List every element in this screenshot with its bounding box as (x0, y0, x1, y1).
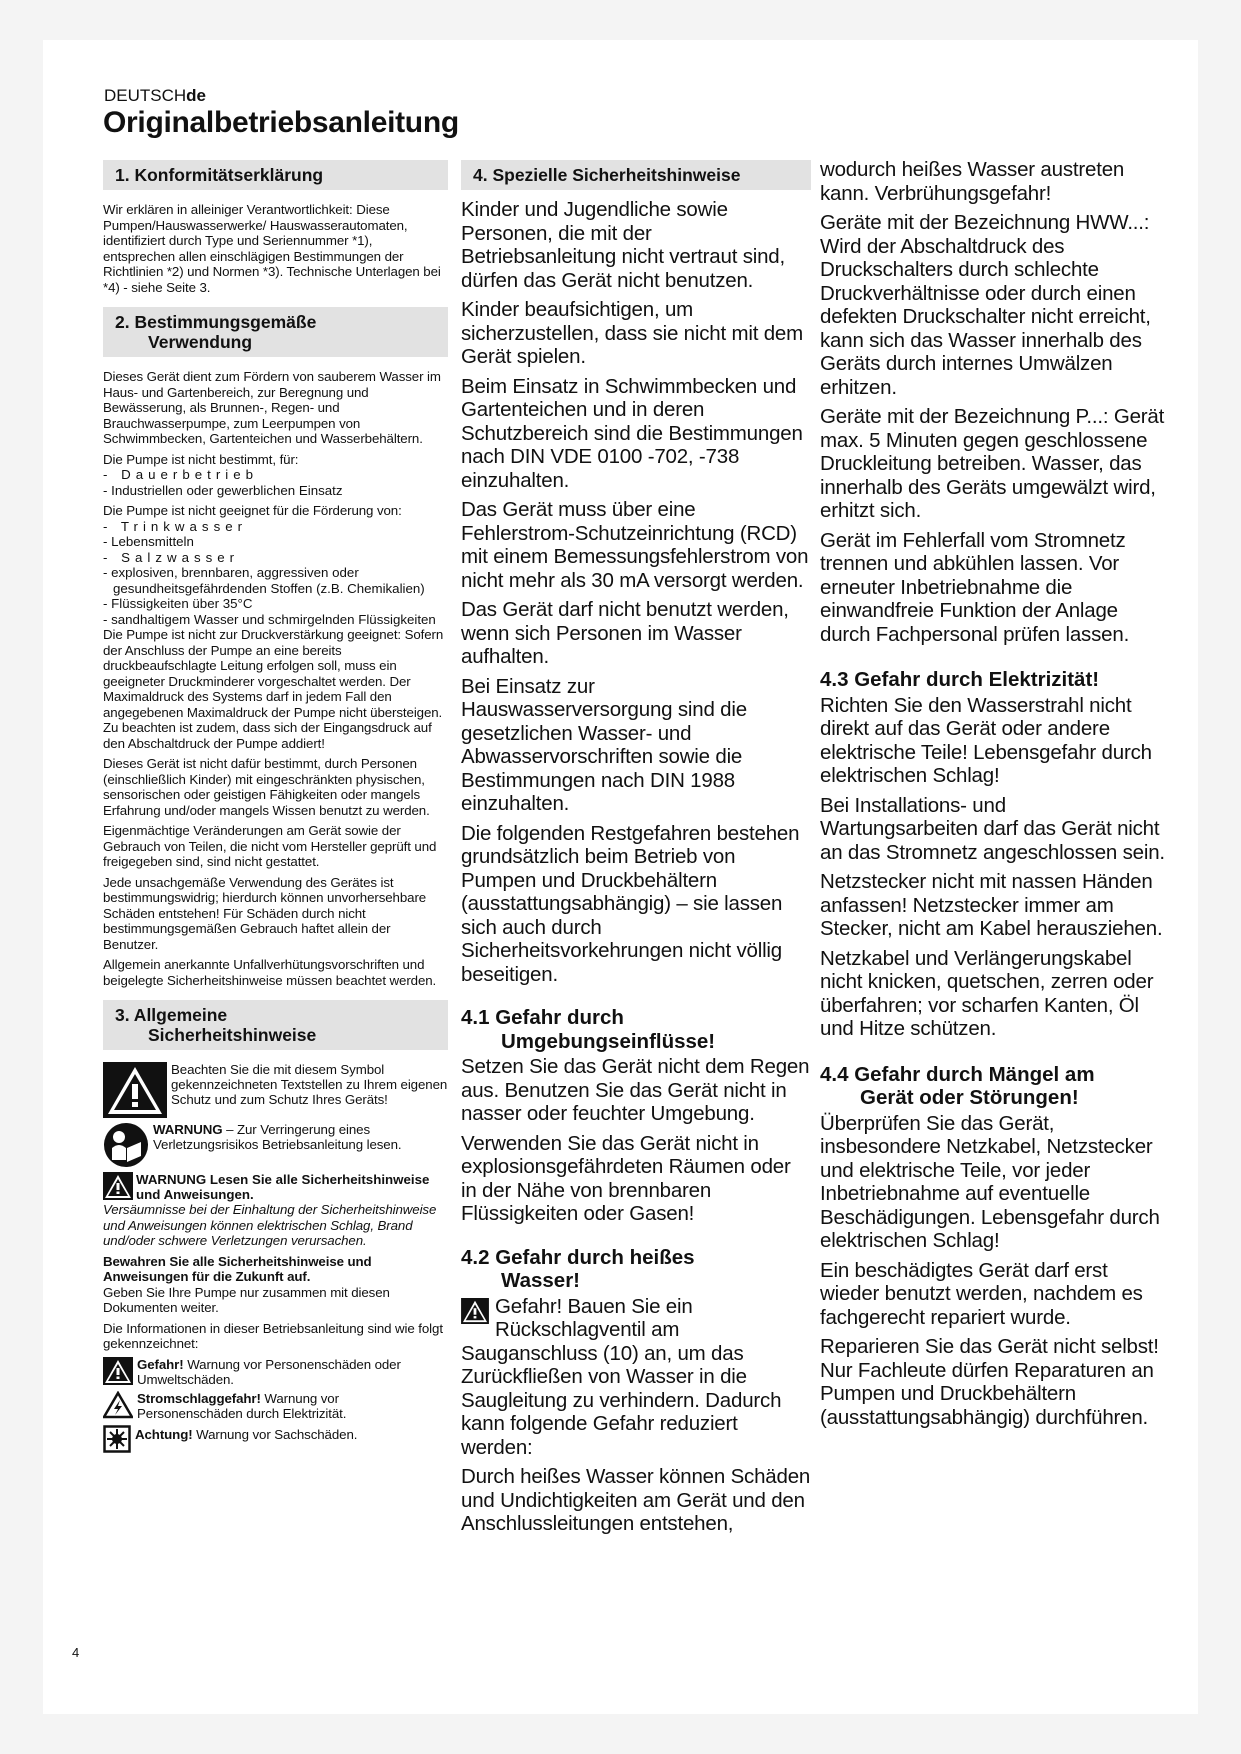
attention-icon (103, 1425, 131, 1453)
info-marking-text: Die Informationen in dieser Betriebsanleitung sind wie folgt gekennzeichnet: (103, 1320, 443, 1351)
umgebung-p2: Verwenden Sie das Gerät nicht in explosionsgefährdeten Räumen oder in der Nähe von brennbaren Flüssigkeiten oder Gasen! (461, 1131, 791, 1225)
page-number: 4 (72, 1645, 80, 1660)
list-item: - Dauerbetrieb (103, 467, 258, 482)
verwendung-p4: Die Pumpe ist nicht zur Druckverstärkung geeignet: Sofern der Anschluss der Pumpe an eine bereits druckbeaufschlagte Leitung erfolgen soll, muss ein geeigneter Druckminderer vorgeschaltet werden. Der Maximaldruck des Systems darf in jedem Fall den angegebenen Maximaldruck der Pumpe nicht übersteigen. Zu beachten ist zudem, dass sich der Eingangsdruck auf den Abschaltdruck der Pumpe addiert! (103, 627, 444, 751)
right-p2: Geräte mit der Bezeichnung HWW...: Wird der Abschaltdruck des Druckschalters durch schlechte Druckverhältnisse oder durch einen defekten Druckschalter nicht erreicht, kann sich das Wasser innerhalb des Geräts durch internes Umwälzen erhitzen. (820, 211, 1151, 399)
column-middle (461, 160, 811, 1542)
danger-icon (461, 1298, 489, 1324)
list-item: - Trinkwasser (103, 518, 248, 534)
legend-gefahr (103, 1357, 448, 1387)
section-heading-verwendung: 2. Bestimmungsgemäße Verwendung (103, 307, 448, 357)
warning-note-text: Beachten Sie die mit diesem Symbol gekennzeichneten Textstellen zu Ihrem eigenen Schutz und zum Schutz Ihres Geräts! (171, 1062, 448, 1107)
warning-triangle-large-icon (103, 1062, 167, 1118)
verwendung-p5: Dieses Gerät ist nicht dafür bestimmt, durch Personen (einschließlich Kinder) mit eingeschränkten physischen, sensorischen oder geistigen Fähigkeiten oder mangels Erfahrung und/oder mangels Wissen benutzt zu werden. (103, 756, 430, 818)
list-item: - Industriellen oder gewerblichen Einsatz (103, 482, 343, 498)
spezielle-p4: Das Gerät muss über eine Fehlerstrom-Schutzeinrichtung (RCD) mit einem Bemessungsfehlerstrom von nicht mehr als 30 mA versorgt werden. (461, 498, 809, 592)
list-item: - Salzwasser (103, 549, 240, 565)
maengel-p1: Überprüfen Sie das Gerät, insbesondere Netzkabel, Netzstecker und elektrische Teile, vor jeder Inbetriebnahme auf eventuelle Beschädigungen. Lebensgefahr durch elektrischen Schlag! (820, 1111, 1160, 1252)
heading-4-4: 4.4 Gefahr durch Mängel am Gerät oder Störungen! (820, 1062, 1095, 1109)
spezielle-p2: Kinder beaufsichtigen, um sicherzustellen, dass sie nicht mit dem Gerät spielen. (461, 298, 803, 368)
umgebung-p1: Setzen Sie das Gerät nicht dem Regen aus. Benutzen Sie das Gerät nicht in nasser oder feuchter Umgebung. (461, 1055, 810, 1125)
verwendung-p6: Eigenmächtige Veränderungen am Gerät sowie der Gebrauch von Teilen, die nicht vom Hersteller geprüft und freigegeben sind, sind nicht gestattet. (103, 823, 437, 869)
elektrizitaet-p4: Netzkabel und Verlängerungskabel nicht knicken, quetschen, zerren oder überfahren; vor scharfen Kanten, Öl und Hitze schützen. (820, 946, 1154, 1040)
legend-achtung-text: Achtung! Warnung vor Sachschäden. (135, 1426, 358, 1442)
verwendung-p3: Die Pumpe ist nicht geeignet für die Förderung von: (103, 503, 402, 518)
keep-instructions-text: Geben Sie Ihre Pumpe nur zusammen mit diesen Dokumenten weiter. (103, 1284, 390, 1315)
electric-shock-icon (103, 1391, 133, 1419)
verwendung-p8: Allgemein anerkannte Unfallverhütungsvorschriften und beigelegte Sicherheitshinweise müssen beachtet werden. (103, 957, 437, 988)
right-p4: Gerät im Fehlerfall vom Stromnetz trennen und abkühlen lassen. Vor erneuter Inbetriebnahme die einwandfreie Funktion der Anlage durch Fachpersonal prüfen lassen. (820, 528, 1130, 646)
warning-symbol-note (103, 1062, 448, 1118)
heading-4-2: 4.2 Gefahr durch heißes Wasser! (461, 1245, 695, 1292)
maengel-p2: Ein beschädigtes Gerät darf erst wieder benutzt werden, nachdem es fachgerecht repariert wurde. (820, 1258, 1143, 1329)
elektrizitaet-p1: Richten Sie den Wasserstrahl nicht direkt auf das Gerät oder andere elektrische Teile! Lebensgefahr durch elektrischen Schlag! (820, 693, 1152, 787)
warning-read-all-heading: WARNUNG Lesen Sie alle Sicherheitshinweise und Anweisungen. (136, 1172, 430, 1202)
right-p1: wodurch heißes Wasser austreten kann. Verbrühungsgefahr! (820, 158, 1125, 205)
verwendung-p7: Jede unsachgemäße Verwendung des Gerätes ist bestimmungswidrig; hierdurch können unvorhersehbare Schäden entstehen! Für Schäden durch nicht bestimmungsgemäßen Gebrauch haftet allein der Benutzer. (103, 874, 427, 952)
language-label: DEUTSCHde (104, 86, 207, 105)
verwendung-p2: Die Pumpe ist nicht bestimmt, für: (103, 451, 299, 467)
column-left (103, 160, 448, 1457)
section-heading-allgemeine: 3. Allgemeine Sicherheitshinweise (103, 1000, 448, 1050)
spezielle-p5: Das Gerät darf nicht benutzt werden, wenn sich Personen im Wasser aufhalten. (461, 598, 789, 668)
warning-read-all-text: Versäumnisse bei der Einhaltung der Sicherheitshinweise und Anweisungen können elektrischen Schlag, Brand und/oder schwere Verletzungen verursachen. (103, 1202, 437, 1248)
warning-read-all-note (103, 1172, 448, 1202)
list-item: - explosiven, brennbaren, aggressiven oder gesundheitsgefährdenden Stoffen (z.B. Chemikalien) (103, 565, 425, 596)
danger-icon (103, 1357, 133, 1385)
legend-achtung (103, 1425, 448, 1453)
spezielle-p1: Kinder und Jugendliche sowie Personen, die mit der Betriebsanleitung nicht vertraut sind, dürfen das Gerät nicht benutzen. (461, 198, 786, 292)
spezielle-p6: Bei Einsatz zur Hauswasserversorgung sind die gesetzlichen Wasser- und Abwasservorschriften sowie die Bestimmungen nach DIN 1988 einzuhalten. (461, 674, 747, 815)
elektrizitaet-p2: Bei Installations- und Wartungsarbeiten darf das Gerät nicht an das Stromnetz angeschlossen sein. (820, 793, 1165, 864)
legend-stromschlag-text: Stromschlaggefahr! Warnung vor Personenschäden durch Elektrizität. (137, 1390, 347, 1421)
right-p3: Geräte mit der Bezeichnung P...: Gerät max. 5 Minuten gegen geschlossene Druckleitung betreiben. Wasser, das innerhalb des Geräts umgewälzt wird, erhitzt sich. (820, 405, 1165, 522)
section-heading-konformitaet: 1. Konformitätserklärung (103, 160, 448, 190)
list-item: - sandhaltigem Wasser und schmirgelnden Flüssigkeiten (103, 611, 436, 627)
list-item: - Lebensmitteln (103, 534, 194, 549)
warning-triangle-icon (103, 1172, 133, 1200)
page-title: Originalbetriebsanleitung (103, 106, 459, 139)
heisses-wasser-p1: Gefahr! Bauen Sie ein Rückschlagventil am Sauganschluss (10) an, um das Zurückfließen von Wasser in die Saugleitung zu verhindern. Dadurch kann folgende Gefahr reduziert werden: (461, 1294, 782, 1459)
spezielle-p3: Beim Einsatz in Schwimmbecken und Gartenteichen und in deren Schutzbereich sind die Bestimmungen nach DIN VDE 0100 -702, -738 einzuhalten. (461, 374, 803, 492)
read-manual-text: WARNUNG – Zur Verringerung eines Verletzungsrisikos Betriebsanleitung lesen. (153, 1122, 402, 1152)
maengel-p3: Reparieren Sie das Gerät nicht selbst! Nur Fachleute dürfen Reparaturen an Pumpen und Druckbehältern (ausstattungsabhängig) durchführen. (820, 1335, 1159, 1429)
column-right (820, 158, 1165, 1435)
read-manual-icon (103, 1122, 149, 1168)
spezielle-p7: Die folgenden Restgefahren bestehen grundsätzlich beim Betrieb von Pumpen und Druckbehältern (ausstattungsabhängig) – sie lassen sich auch durch Sicherheitsvorkehrungen nicht völlig beseitigen. (461, 821, 800, 986)
elektrizitaet-p3: Netzstecker nicht mit nassen Händen anfassen! Netzstecker immer am Stecker, nicht am Kabel herausziehen. (820, 870, 1163, 940)
legend-gefahr-text: Gefahr! Warnung vor Personenschäden oder Umweltschäden. (137, 1356, 401, 1387)
heading-4-1: 4.1 Gefahr durch Umgebungseinflüsse! (461, 1006, 716, 1053)
legend-stromschlag (103, 1391, 448, 1421)
read-manual-note (103, 1122, 448, 1168)
verwendung-p1: Dieses Gerät dient zum Fördern von sauberem Wasser im Haus- und Gartenbereich, zur Beregnung und Bewässerung, als Brunnen-, Regen- und Brauchwasserpumpe, zum Leerpumpen von Schwimmbecken, Gartenteichen und Wasserbehältern. (103, 369, 441, 446)
section-heading-spezielle: 4. Spezielle Sicherheitshinweise (461, 160, 811, 190)
list-item: - Flüssigkeiten über 35°C (103, 596, 253, 611)
heading-4-3: 4.3 Gefahr durch Elektrizität! (820, 668, 1100, 691)
konformitaet-text: Wir erklären in alleiniger Verantwortlichkeit: Diese Pumpen/Hauswasserwerke/ Hauswasserautomaten, identifiziert durch Type und Seriennummer *1), entsprechen allen einschlägigen Bestimmungen der Richtlinien *2) und Normen *3). Technische Unterlagen bei *4) - siehe Seite 3. (103, 202, 441, 295)
keep-instructions-heading: Bewahren Sie alle Sicherheitshinweise und Anweisungen für die Zukunft auf. (103, 1253, 372, 1284)
heisses-wasser-p2: Durch heißes Wasser können Schäden und Undichtigkeiten am Gerät und den Anschlussleitungen entstehen, (461, 1465, 811, 1535)
